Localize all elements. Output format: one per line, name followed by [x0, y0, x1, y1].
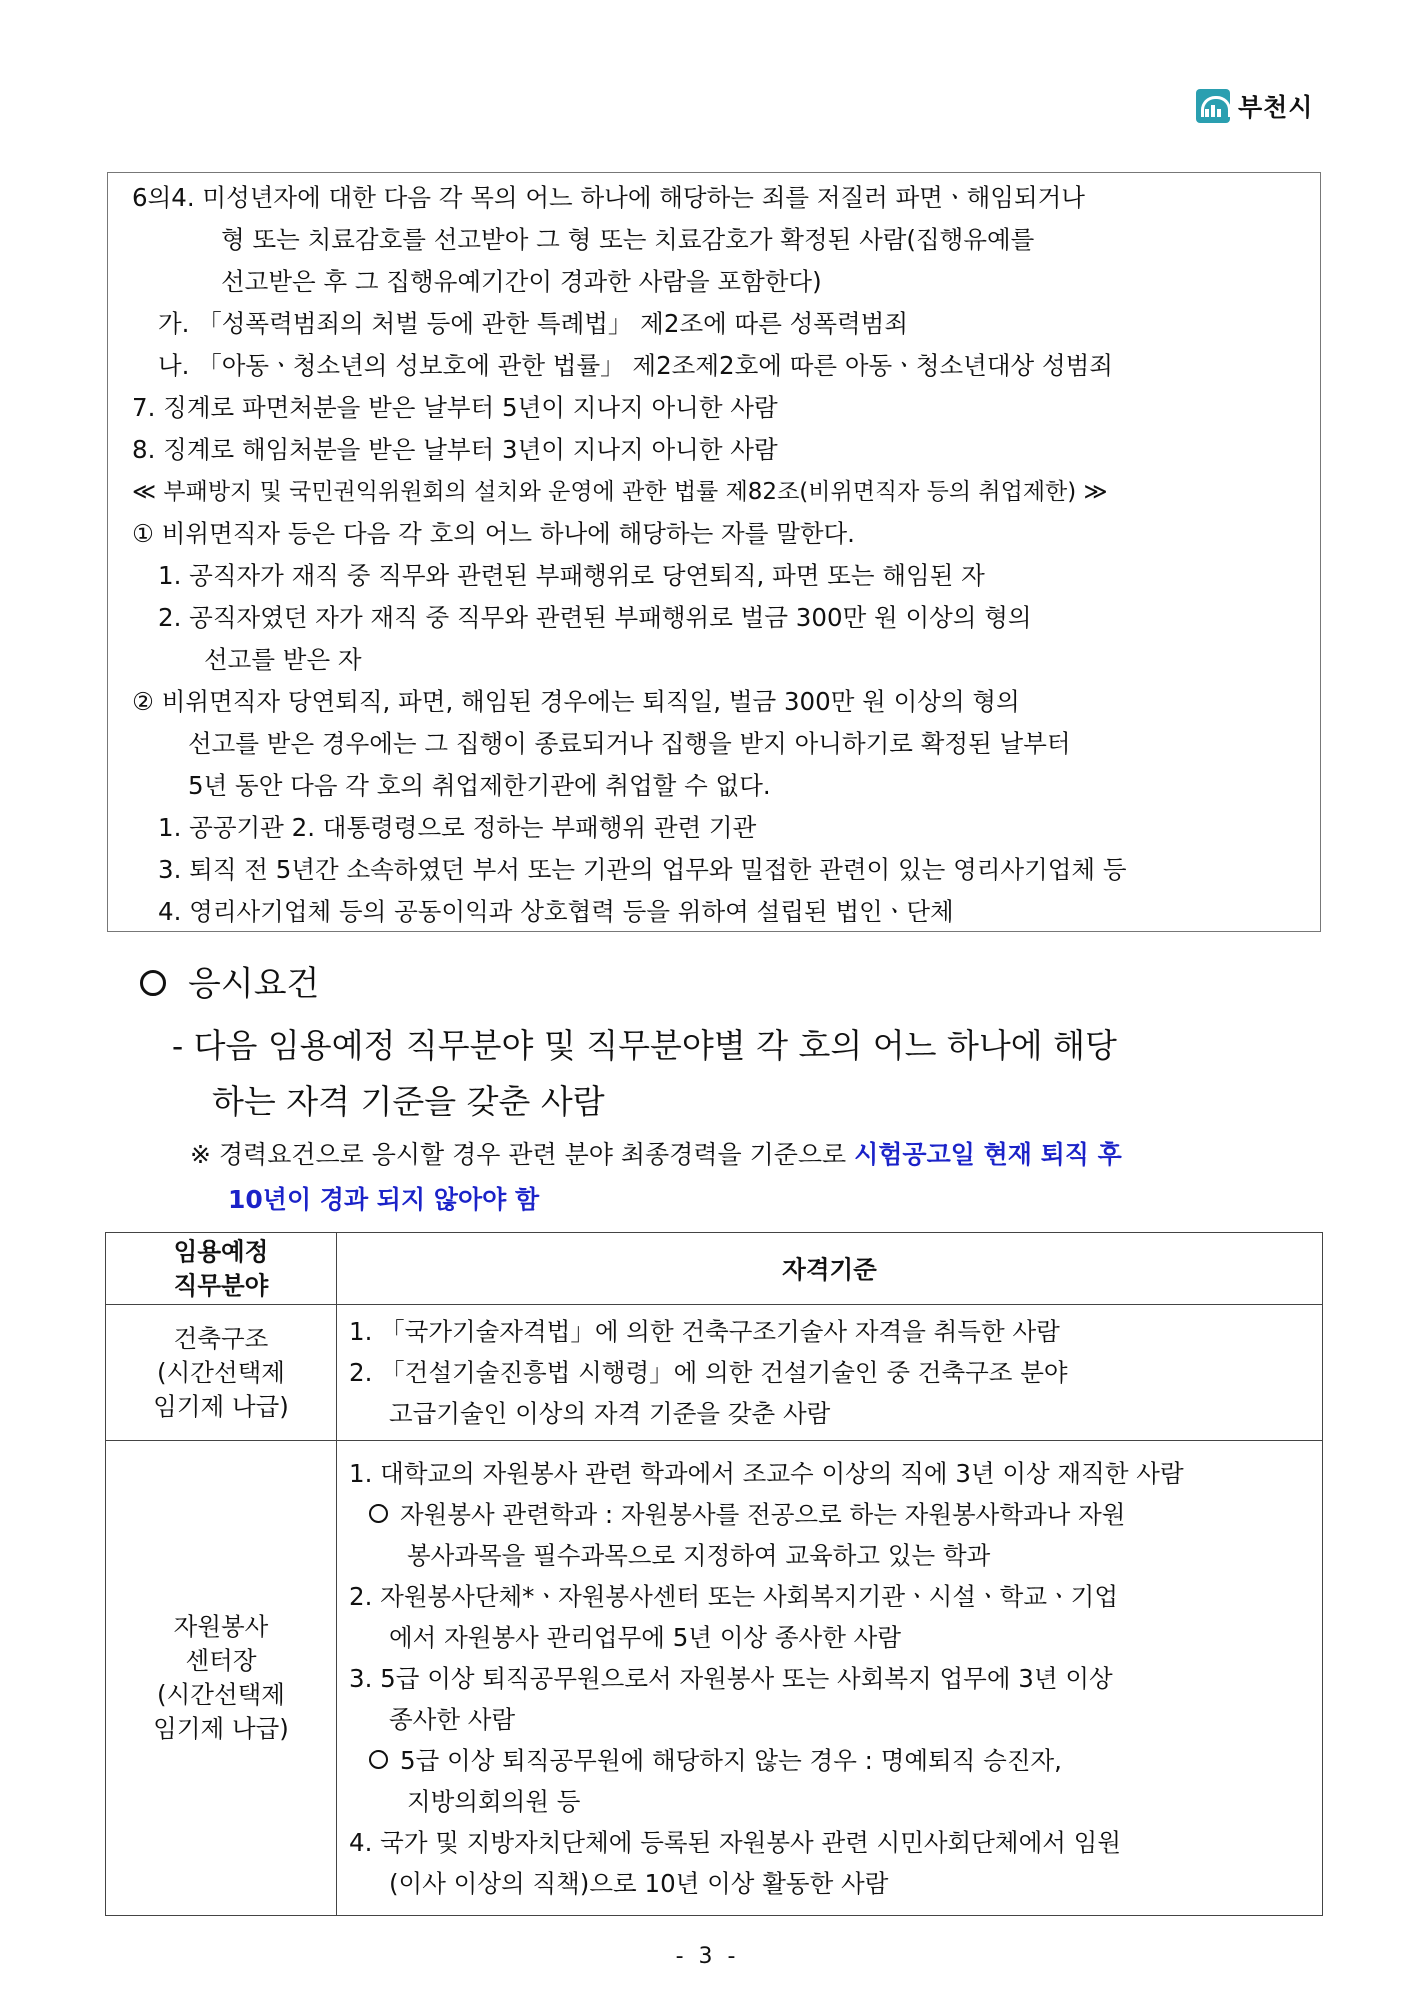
criteria-item: 1. 대학교의 자원봉사 관련 학과에서 조교수 이상의 직에 3년 이상 재직한 사람 [349, 1458, 1184, 1488]
city-logo [1196, 88, 1313, 124]
box-line: 4. 영리사기업체 등의 공동이익과 상호협력 등을 위하여 설립된 법인ㆍ단체 [158, 897, 954, 926]
box-line: 선고를 받은 경우에는 그 집행이 종료되거나 집행을 받지 아니하기로 확정된 날부터 [188, 729, 1071, 758]
table-row [106, 1305, 1323, 1441]
hollow-circle-bullet-icon [369, 1750, 388, 1769]
criteria-item: 종사한 사람 [389, 1704, 516, 1734]
note-highlight: 10년이 경과 되지 않아야 함 [228, 1185, 540, 1214]
criteria-subitem: 5급 이상 퇴직공무원에 해당하지 않는 경우 : 명예퇴직 승진자, [349, 1740, 1310, 1781]
section-title: 응시요건 [140, 956, 319, 1005]
criteria-item: 3. 5급 이상 퇴직공무원으로서 자원봉사 또는 사회복지 업무에 3년 이상 [349, 1663, 1113, 1693]
header-criteria: 자격기준 [337, 1233, 1323, 1305]
box-line: ① 비위면직자 등은 다음 각 호의 어느 하나에 해당하는 자를 말한다. [132, 519, 855, 548]
field-cell: 건축구조 (시간선택제 임기제 나급) [106, 1305, 337, 1441]
career-note: ※ 경력요건으로 응시할 경우 관련 분야 최종경력을 기준으로 시험공고일 현재 퇴직 후 [190, 1140, 1122, 1169]
box-line: 3. 퇴직 전 5년간 소속하였던 부서 또는 기관의 업무와 밀접한 관련이 있는 영리사기업체 등 [158, 855, 1127, 884]
box-line: 선고받은 후 그 집행유예기간이 경과한 사람을 포함한다) [221, 267, 822, 296]
disqualification-box [107, 172, 1321, 932]
box-line: 선고를 받은 자 [204, 645, 362, 674]
requirement-text: - 다음 임용예정 직무분야 및 직무분야별 각 호의 어느 하나에 해당 [172, 1026, 1117, 1065]
criteria-item: 에서 자원봉사 관리업무에 5년 이상 종사한 사람 [389, 1622, 901, 1652]
box-line: 1. 공직자가 재직 중 직무와 관련된 부패행위로 당연퇴직, 파면 또는 해임된 자 [158, 561, 985, 590]
criteria-item: 지방의회의원 등 [407, 1786, 581, 1816]
hollow-circle-bullet-icon [140, 970, 166, 996]
criteria-item: 고급기술인 이상의 자격 기준을 갖춘 사람 [389, 1399, 831, 1428]
criteria-item: 4. 국가 및 지방자치단체에 등록된 자원봉사 관련 시민사회단체에서 임원 [349, 1827, 1122, 1857]
box-line: 2. 공직자였던 자가 재직 중 직무와 관련된 부패행위로 벌금 300만 원 이상의 형의 [158, 603, 1032, 632]
criteria-item: 2. 자원봉사단체*ㆍ자원봉사센터 또는 사회복지기관ㆍ시설ㆍ학교ㆍ기업 [349, 1581, 1118, 1611]
note-highlight: 시험공고일 현재 퇴직 후 [854, 1140, 1122, 1169]
criteria-item: (이사 이상의 직책)으로 10년 이상 활동한 사람 [389, 1868, 889, 1898]
box-line: 형 또는 치료감호를 선고받아 그 형 또는 치료감호가 확정된 사람(집행유예를 [221, 225, 1035, 254]
table-header-row [106, 1233, 1323, 1305]
criteria-cell [337, 1441, 1323, 1916]
field-cell: 자원봉사 센터장 (시간선택제 임기제 나급) [106, 1441, 337, 1916]
header-field: 임용예정 직무분야 [106, 1233, 337, 1305]
table-row [106, 1441, 1323, 1916]
bucheon-city-logo-icon [1196, 89, 1230, 123]
box-line: 가. 「성폭력범죄의 처벌 등에 관한 특례법」 제2조에 따른 성폭력범죄 [158, 309, 909, 338]
box-line: 5년 동안 다음 각 호의 취업제한기관에 취업할 수 없다. [188, 771, 771, 800]
criteria-subitem: 자원봉사 관련학과 : 자원봉사를 전공으로 하는 자원봉사학과나 자원 [349, 1494, 1310, 1535]
hollow-circle-bullet-icon [369, 1504, 388, 1523]
page-number: - 3 - [675, 1944, 740, 1969]
criteria-item: 봉사과목을 필수과목으로 지정하여 교육하고 있는 학과 [407, 1540, 991, 1570]
criteria-cell [337, 1305, 1323, 1441]
box-line: 1. 공공기관 2. 대통령령으로 정하는 부패행위 관련 기관 [158, 813, 757, 842]
box-line: 8. 징계로 해임처분을 받은 날부터 3년이 지나지 아니한 사람 [132, 435, 778, 464]
box-line: 6의4. 미성년자에 대한 다음 각 목의 어느 하나에 해당하는 죄를 저질러 파면ㆍ해임되거나 [132, 183, 1085, 212]
criteria-item: 1. 「국가기술자격법」에 의한 건축구조기술사 자격을 취득한 사람 [349, 1317, 1060, 1346]
box-line: ≪ 부패방지 및 국민권익위원회의 설치와 운영에 관한 법률 제82조(비위면직자 등의 취업제한) ≫ [132, 479, 1108, 505]
box-line: 나. 「아동ㆍ청소년의 성보호에 관한 법률」 제2조제2호에 따른 아동ㆍ청소년대상 성범죄 [158, 351, 1113, 380]
qualification-table [105, 1232, 1323, 1916]
requirement-text: 하는 자격 기준을 갖춘 사람 [212, 1082, 605, 1121]
logo-text: 부천시 [1238, 93, 1314, 122]
criteria-item: 2. 「건설기술진흥법 시행령」에 의한 건설기술인 중 건축구조 분야 [349, 1358, 1068, 1387]
box-line: ② 비위면직자 당연퇴직, 파면, 해임된 경우에는 퇴직일, 벌금 300만 원 이상의 형의 [132, 687, 1020, 716]
box-line: 7. 징계로 파면처분을 받은 날부터 5년이 지나지 아니한 사람 [132, 393, 778, 422]
